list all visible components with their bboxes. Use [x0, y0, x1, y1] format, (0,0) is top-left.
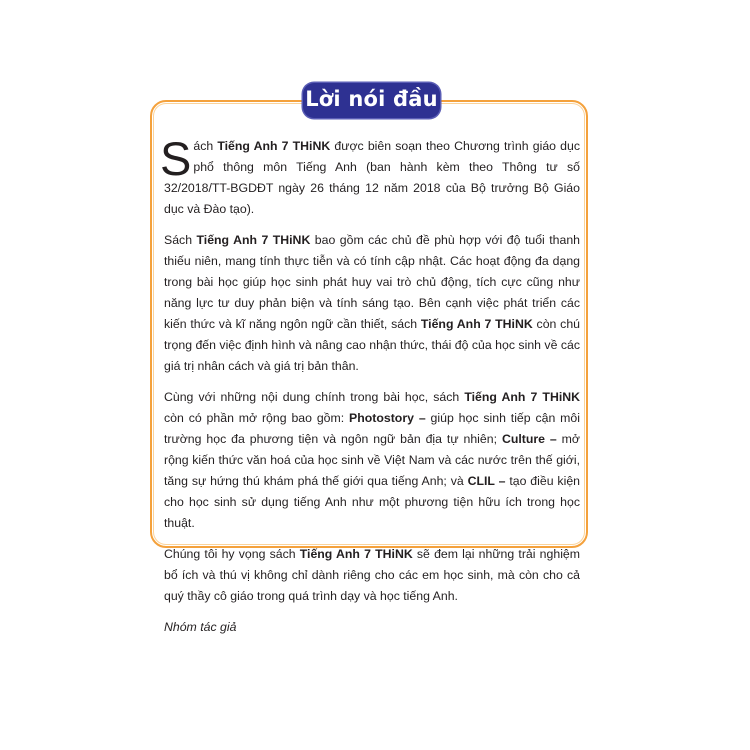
book-title-bold: Tiếng Anh 7 THiNK	[299, 547, 413, 561]
book-title-bold: Tiếng Anh 7 THiNK	[420, 317, 533, 331]
text-segment: còn chú trọng đến việc định hình và nâng cao nhận thức, thái độ của học sinh về các giá trị nhân cách và giá trị bản thân.	[164, 317, 580, 373]
author-signature: Nhóm tác giả	[164, 620, 237, 634]
book-title-bold: Tiếng Anh 7 THiNK	[217, 139, 331, 153]
section-photostory-bold: Photostory –	[349, 411, 426, 425]
paragraph-intro	[160, 132, 580, 220]
drop-cap: S	[160, 132, 192, 185]
section-clil-bold: CLIL –	[467, 474, 506, 488]
text-segment: Chúng tôi hy vọng sách	[164, 547, 300, 561]
section-culture-bold: Culture –	[501, 432, 557, 446]
text-segment: Sách	[164, 233, 197, 247]
text-segment: Cùng với những nội dung chính trong bài học, sách	[164, 390, 465, 404]
book-title-bold: Tiếng Anh 7 THiNK	[196, 233, 311, 247]
text-segment: mở rộng kiến thức văn hoá của học sinh về Việt Nam và các nước trên thế giới, tăng sự hứng thú khám phá thế giới qua tiếng Anh; và	[164, 432, 580, 488]
paragraph-content	[164, 230, 580, 377]
paragraph-closing	[164, 544, 580, 607]
book-title-bold: Tiếng Anh 7 THiNK	[464, 390, 580, 404]
text-segment: được biên soạn theo Chương trình giáo dục phổ thông môn Tiếng Anh (ban hành kèm theo Thông tư số 32/2018/TT-BGDĐT ngày 26 tháng 12 năm 2018 của Bộ trưởng Bộ Giáo dục và Đào tạo).	[164, 139, 580, 216]
text-segment: ách	[193, 139, 218, 153]
text-segment: tạo điều kiện cho học sinh sử dụng tiếng Anh như một phương tiện hữu ích trong học thuật.	[164, 474, 580, 530]
text-segment: bao gồm các chủ đề phù hợp với độ tuổi thanh thiếu niên, mang tính thực tiễn và có tính cập nhật. Các hoạt động đa dạng trong bài học giúp học sinh phát huy vai trò chủ động, tích cực cũng như năng lực tư duy phản biện và tính sáng tạo. Bên cạnh việc phát triển các kiến thức và kĩ năng ngôn ngữ cần thiết, sách	[164, 233, 581, 331]
paragraph-extensions	[164, 387, 580, 534]
preface-content	[160, 132, 581, 648]
title-banner	[303, 83, 440, 118]
text-segment: còn có phần mở rộng bao gồm:	[164, 411, 350, 425]
page-title: Lời nói đầu	[305, 87, 438, 111]
text-segment: giúp học sinh tiếp cận môi trường học đa phương tiện và ngôn ngữ bản địa tự nhiên;	[164, 411, 580, 446]
text-segment: sẽ đem lại những trải nghiệm bổ ích và thú vị không chỉ dành riêng cho các em học sinh, mà còn cho cả quý thầy cô giáo trong quá trình dạy và học tiếng Anh.	[164, 547, 581, 603]
